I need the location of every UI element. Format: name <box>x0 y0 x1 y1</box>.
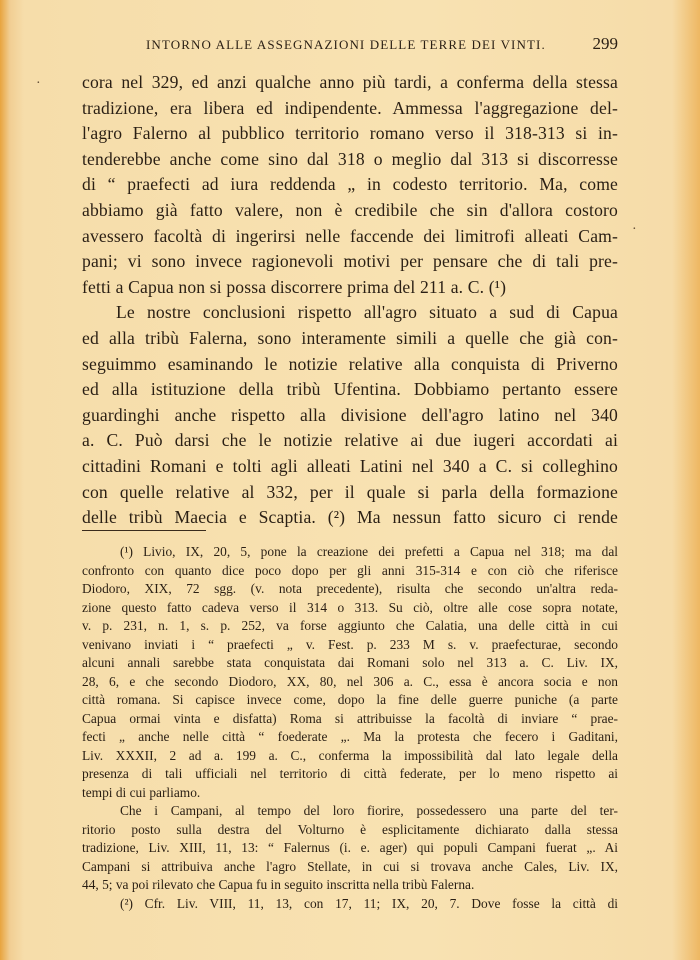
footnote-line: zione questo fatto cadeva verso il 314 o 313. Su ciò, oltre alle cose sopra notate, <box>82 599 618 615</box>
text-line: ed alla tribù Falerna, sono interamente simili a quelle che già con- <box>82 327 618 348</box>
footnote-line: (²) Cfr. Liv. VIII, 11, 13, con 17, 11; IX, 20, 7. Dove fosse la città di <box>120 895 618 911</box>
footnote-line: tradizione, Liv. XIII, 11, 13: “ Falernus (i. e. ager) qui populi Campani fuerat „. Ai <box>82 840 618 855</box>
text-line: guardinghi anche rispetto alla divisione dell'agro latino nel 340 <box>82 404 618 425</box>
footnote-separator <box>82 530 206 531</box>
text-line: cittadini Romani e tolti agli alleati Latini nel 340 a C. si colleghino <box>82 455 618 476</box>
margin-speck: · <box>36 76 41 91</box>
footnotes <box>82 543 618 913</box>
footnote-line: Campani si attribuiva anche l'agro Stellate, in cui si trovava anche Cales, Liv. IX, <box>82 858 618 874</box>
footnote-line: alcuni annali sarebbe stata conquistata dai Romani solo nel 313 a. C. Liv. IX, <box>82 655 618 670</box>
body-text <box>82 70 618 531</box>
text-line: pani; vi sono invece ragionevoli motivi per pensare che di tali pre- <box>82 251 618 272</box>
text-line: avessero facoltà di ingerirsi nelle faccende dei limitrofi alleati Cam- <box>82 225 618 246</box>
text-line: abbiamo già fatto valere, non è credibile che sin d'allora costoro <box>82 199 618 220</box>
footnote-line: Che i Campani, al tempo del loro fiorire, possedessero una parte del ter- <box>120 803 618 818</box>
footnote-line: (¹) Livio, IX, 20, 5, pone la creazione dei prefetti a Capua nel 318; ma dal <box>120 544 618 559</box>
margin-speck: · <box>632 222 637 237</box>
text-line: cora nel 329, ed anzi qualche anno più tardi, a conferma della stessa <box>82 72 618 92</box>
text-line: tenderebbe anche come sino dal 318 o meglio dal 313 si discorresse <box>82 148 618 169</box>
text-line: fetti a Capua non si possa discorrere prima del 211 a. C. (¹) <box>82 276 507 297</box>
page-header <box>142 35 618 57</box>
footnote-line: città romana. Si capisce invece come, dopo la fine delle guerre puniche (a parte <box>82 692 618 707</box>
footnote-line: presenza di tali ufficiali nel territorio di città federate, per lo meno rispetto ai <box>82 766 618 781</box>
footnote-line: Liv. XXXII, 2 ad a. 199 a. C., conferma la impossibilità dal lato legale della <box>82 747 618 763</box>
text-line: a. C. Può darsi che le notizie relative ai due iugeri accordati ai <box>82 430 618 451</box>
running-head: INTORNO ALLE ASSEGNAZIONI DELLE TERRE DEI VINTI. <box>146 37 546 52</box>
footnote-line: venivano inviati i “ praefecti „ v. Fest. p. 233 M s. v. praefecturae, secondo <box>82 636 618 652</box>
text-line: seguimmo esaminando le notizie relative alla conquista di Priverno <box>82 353 618 374</box>
footnote-line: confronto con quanto dice poco dopo per gli anni 315-314 e con ciò che riferisce <box>82 562 618 578</box>
footnote-line: 28, 6, e che secondo Diodoro, XX, 80, nel 306 a. C., essa è ancora socia e non <box>82 673 618 689</box>
text-line: tradizione, era libera ed indipendente. Ammessa l'aggregazione del- <box>82 97 618 118</box>
text-line: ed alla istituzione della tribù Ufentina. Dobbiamo pertanto essere <box>82 379 618 400</box>
footnote-line: tempi di cui parliamo. <box>82 784 201 800</box>
footnote-line: 44, 5; va poi rilevato che Capua fu in seguito inscritta nella tribù Falerna. <box>82 877 475 892</box>
footnote-line: Diodoro, XIX, 72 sgg. (v. nota precedente), risulta che secondo un'altra reda- <box>82 581 618 596</box>
footnote-line: fecti „ anche nelle città “ foederate „. Ma la protesta che fecero i Gaditani, <box>82 729 618 744</box>
footnote-line: v. p. 231, n. 1, s. p. 252, va forse aggiunto che Calatia, una delle città in cui <box>82 618 618 633</box>
footnote-line: Capua ormai vinta e disfatta) Roma si attribuisse la facoltà di inviare “ prae- <box>82 710 618 726</box>
text-line: con quelle relative al 332, per il quale si parla della formazione <box>82 481 618 502</box>
footnote-line: ritorio posto sulla destra del Volturno è esplicitamente dichiarato dalla stessa <box>82 821 618 837</box>
text-line: Le nostre conclusioni rispetto all'agro situato a sud di Capua <box>116 302 618 323</box>
page-number: 299 <box>592 34 618 53</box>
text-line: di “ praefecti ad iura reddenda „ in codesto territorio. Ma, come <box>82 174 618 195</box>
text-line: delle tribù Maecia e Scaptia. (²) Ma nessun fatto sicuro ci rende <box>82 507 618 528</box>
text-line: l'agro Falerno al pubblico territorio romano verso il 318-313 si in- <box>82 123 618 144</box>
